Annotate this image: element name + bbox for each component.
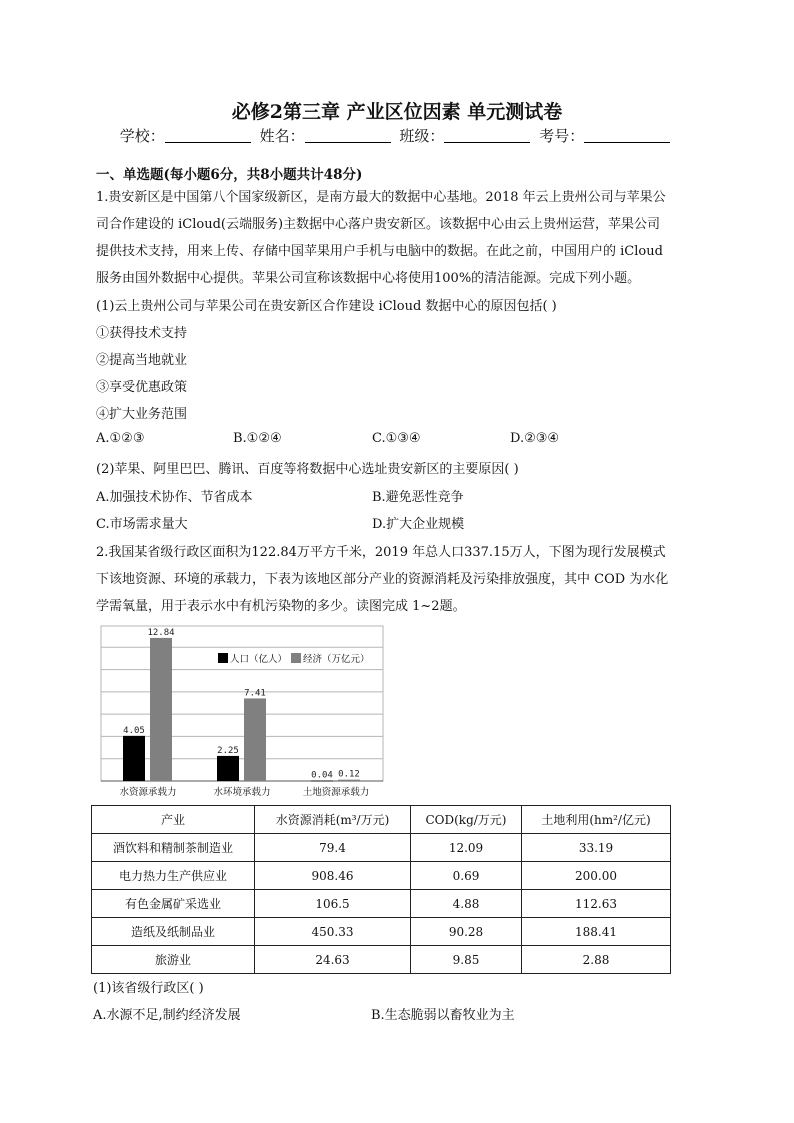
legend-label: 人口（亿人） bbox=[230, 654, 288, 665]
table-cell: 106.5 bbox=[255, 890, 411, 918]
table-cell: 79.4 bbox=[255, 834, 411, 862]
table-cell: 电力热力生产供应业 bbox=[92, 862, 255, 890]
table-row bbox=[92, 834, 671, 862]
bar-population bbox=[311, 781, 333, 782]
class-label: 班级： bbox=[399, 127, 445, 145]
q1-sub1-item: ①获得技术支持 bbox=[96, 326, 188, 341]
chart-legend bbox=[218, 653, 370, 665]
table-row bbox=[92, 918, 671, 946]
table-cell: 188.41 bbox=[522, 918, 671, 946]
category-label: 土地资源承载力 bbox=[302, 787, 370, 798]
table-header-cell: 水资源消耗(m³/万元) bbox=[255, 806, 411, 834]
q1-sub1-option-c[interactable]: C.①③④ bbox=[372, 431, 421, 446]
table-cell: 造纸及纸制品业 bbox=[92, 918, 255, 946]
class-blank[interactable] bbox=[444, 128, 530, 143]
bar-value-label: 7.41 bbox=[244, 688, 266, 699]
q1-sub2-option-d[interactable]: D.扩大企业规模 bbox=[372, 517, 465, 532]
legend-swatch bbox=[291, 653, 301, 663]
carrying-capacity-bar-chart bbox=[100, 625, 384, 799]
q1-sub2-option-a[interactable]: A.加强技术协作、节省成本 bbox=[96, 490, 253, 505]
category-label: 水资源承载力 bbox=[119, 787, 177, 798]
table-cell: 12.09 bbox=[411, 834, 522, 862]
bar-population bbox=[217, 756, 239, 781]
table-row bbox=[92, 946, 671, 974]
bar-value-label: 4.05 bbox=[123, 725, 145, 736]
q1-paragraph-line: 司合作建设的 iCloud(云端服务)主数据中心落户贵安新区。该数据中心由云上贵州运营，苹果公司 bbox=[96, 217, 661, 232]
bar-value-label: 12.84 bbox=[147, 627, 175, 638]
q1-sub1-option-b[interactable]: B.①②④ bbox=[233, 431, 282, 446]
q1-paragraph-line: 提供技术支持，用来上传、存储中国苹果用户手机与电脑中的数据。在此之前，中国用户的 iCloud bbox=[96, 244, 663, 259]
table-row bbox=[92, 862, 671, 890]
bar-economy bbox=[244, 698, 266, 781]
legend-swatch bbox=[218, 653, 228, 663]
q1-sub2-stem: (2)苹果、阿里巴巴、腾讯、百度等将数据中心选址贵安新区的主要原因( ) bbox=[96, 462, 519, 477]
q1-sub1-item: ②提高当地就业 bbox=[96, 353, 188, 368]
bar-economy bbox=[338, 780, 360, 781]
table-row bbox=[92, 890, 671, 918]
table-cell: 2.88 bbox=[522, 946, 671, 974]
bar-economy bbox=[150, 638, 172, 781]
table-header-row bbox=[92, 806, 671, 834]
category-label: 水环境承载力 bbox=[213, 787, 271, 798]
q2-sub1-option-b[interactable]: B.生态脆弱以畜牧业为主 bbox=[371, 1008, 515, 1023]
table-cell: 450.33 bbox=[255, 918, 411, 946]
school-label: 学校： bbox=[119, 127, 165, 145]
q1-sub1-option-d[interactable]: D.②③④ bbox=[510, 431, 560, 446]
bar-value-label: 0.12 bbox=[338, 769, 360, 780]
table-cell: 酒饮料和精制茶制造业 bbox=[92, 834, 255, 862]
table-cell: 33.19 bbox=[522, 834, 671, 862]
q1-sub1-item: ④扩大业务范围 bbox=[96, 407, 188, 422]
legend-label: 经济（万亿元） bbox=[303, 654, 370, 665]
q2-paragraph-line: 学需氧量，用于表示水中有机污染物的多少。读图完成 1~2题。 bbox=[96, 599, 466, 614]
q1-sub1-stem: (1)云上贵州公司与苹果公司在贵安新区合作建设 iCloud 数据中心的原因包括( ) bbox=[96, 299, 557, 314]
table-cell: 有色金属矿采选业 bbox=[92, 890, 255, 918]
bar-value-label: 2.25 bbox=[217, 745, 239, 756]
q2-paragraph-line: 下该地资源、环境的承载力，下表为该地区部分产业的资源消耗及污染排放强度，其中 COD 为水化 bbox=[96, 572, 669, 587]
name-blank[interactable] bbox=[305, 128, 391, 143]
table-cell: 908.46 bbox=[255, 862, 411, 890]
table-cell: 9.85 bbox=[411, 946, 522, 974]
q1-sub2-option-b[interactable]: B.避免恶性竞争 bbox=[372, 490, 464, 505]
school-blank[interactable] bbox=[165, 128, 251, 143]
q1-paragraph-line: 服务由国外数据中心提供。苹果公司宣称该数据中心将使用100%的清洁能源。完成下列小题。 bbox=[96, 271, 641, 286]
bar-value-label: 0.04 bbox=[311, 770, 333, 781]
id-label: 考号： bbox=[539, 127, 585, 145]
table-header-cell: 土地利用(hm²/亿元) bbox=[522, 806, 671, 834]
table-cell: 24.63 bbox=[255, 946, 411, 974]
section-heading: 一、单选题(每小题6分，共8小题共计48分) bbox=[96, 167, 363, 183]
q2-paragraph-line: 2.我国某省级行政区面积为122.84万平方千米，2019 年总人口337.15万人，下图为现行发展模式 bbox=[96, 545, 666, 560]
page-title: 必修2第三章 产业区位因素 单元测试卷 bbox=[231, 101, 563, 123]
industry-data-table bbox=[91, 805, 671, 974]
name-label: 姓名： bbox=[259, 127, 305, 145]
table-cell: 200.00 bbox=[522, 862, 671, 890]
table-header-cell: COD(kg/万元) bbox=[411, 806, 522, 834]
bar-population bbox=[123, 736, 145, 781]
q1-paragraph-line: 1.贵安新区是中国第八个国家级新区，是南方最大的数据中心基地。2018 年云上贵州公司与苹果公 bbox=[96, 190, 666, 205]
table-cell: 旅游业 bbox=[92, 946, 255, 974]
id-blank[interactable] bbox=[584, 128, 670, 143]
student-info-line bbox=[0, 125, 794, 146]
q1-sub1-option-a[interactable]: A.①②③ bbox=[96, 431, 145, 446]
table-cell: 112.63 bbox=[522, 890, 671, 918]
table-header-cell: 产业 bbox=[92, 806, 255, 834]
q2-sub1-stem: (1)该省级行政区( ) bbox=[93, 981, 204, 996]
q1-sub1-item: ③享受优惠政策 bbox=[96, 380, 188, 395]
q2-sub1-option-a[interactable]: A.水源不足,制约经济发展 bbox=[93, 1008, 241, 1023]
table-cell: 4.88 bbox=[411, 890, 522, 918]
q1-sub2-option-c[interactable]: C.市场需求量大 bbox=[96, 517, 188, 532]
table-cell: 0.69 bbox=[411, 862, 522, 890]
table-cell: 90.28 bbox=[411, 918, 522, 946]
